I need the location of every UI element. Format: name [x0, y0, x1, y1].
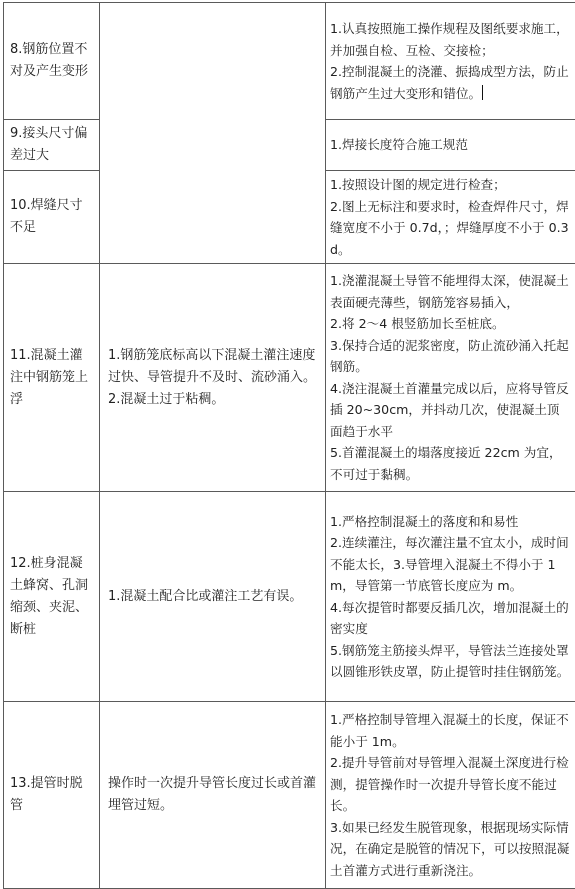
measure-line: 2.连续灌注，每次灌注量不宜太小，成时间不能太长，3.导管埋入混凝土不得小于 1m，导管第一节底管长度应为 m。: [330, 532, 571, 597]
measure-line: 5.首灌混凝土的塌落度接近 22cm 为宜，不可过于黏稠。: [330, 442, 571, 485]
measure-line: 1.浇灌混凝土导管不能埋得太深，使混凝土表面硬壳薄些，钢筋笼容易插入，: [330, 270, 571, 313]
measures-text: [326, 267, 575, 488]
measures-cell: [326, 492, 575, 702]
table-row: [4, 492, 575, 702]
measures-text: [326, 131, 575, 159]
table-row: [4, 3, 575, 120]
measures-text: [326, 508, 575, 686]
problem-cell: [4, 492, 100, 702]
cause-cell: [100, 492, 326, 702]
cause-text: [100, 342, 325, 414]
measures-text: [326, 171, 575, 263]
measures-text: [326, 15, 575, 107]
cause-line: 操作时一次提升导管长度过长或首灌埋管过短。: [108, 773, 319, 817]
measure-line: 2.提升导管前对导管埋入混凝土深度进行检测，提管操作时一次提升导管长度不能过长。: [330, 752, 571, 817]
cause-cell: [100, 702, 326, 889]
measures-cell: [326, 3, 575, 120]
problem-text: 10.焊缝尺寸不足: [4, 192, 99, 242]
measure-line: 2.将 2～4 根竖筋加长至桩底。: [330, 313, 571, 335]
measure-line: 2.控制混凝土的浇灌、振捣成型方法，防止钢筋产生过大变形和错位。: [330, 61, 571, 104]
cause-cell: [100, 264, 326, 492]
problem-text: 13.提管时脱管: [4, 770, 99, 820]
cause-cell-merged: [100, 3, 326, 264]
problem-cell: [4, 3, 100, 120]
problem-cell: [4, 264, 100, 492]
measure-line: 1.认真按照施工操作规程及图纸要求施工，并加强自检、互检、交接检；: [330, 18, 571, 61]
measures-cell: [326, 264, 575, 492]
problem-cell: [4, 120, 100, 171]
cause-text: [100, 770, 325, 820]
measure-line: 1.严格控制导管埋入混凝土的长度，保证不能小于 1m。: [330, 709, 571, 752]
defect-measures-table: [3, 2, 575, 889]
table-row: [4, 702, 575, 889]
problem-text: 12.桩身混凝土蜂窝、孔洞缩颈、夹泥、断桩: [4, 550, 99, 644]
measure-line: 5.钢筋笼主筋接头焊平，导管法兰连接处罩以圆锥形铁皮罩，防止提管时挂住钢筋笼。: [330, 640, 571, 683]
measure-line: 2.图上无标注和要求时，检查焊件尺寸，焊缝宽度不小于 0.7d，；焊缝厚度不小于 0.3d。: [330, 196, 571, 261]
measure-line: 3.如果已经发生脱管现象，根据现场实际情况，在确定是脱管的情况下，可以按照混凝土首灌方式进行重新浇注。: [330, 817, 571, 882]
problem-text: 8.钢筋位置不对及产生变形: [4, 36, 99, 86]
cause-line: 1.钢筋笼底标高以下混凝土灌注速度过快、导管提升不及时、流砂涌入。: [108, 345, 319, 389]
cause-line: 2.混凝土过于粘稠。: [108, 389, 319, 411]
table-row: [4, 264, 575, 492]
measure-line: 4.每次提管时都要反插几次，增加混凝土的密实度: [330, 597, 571, 640]
measure-line: 4.浇注混凝土首灌量完成以后，应将导管反插 20~30cm，并抖动几次，使混凝土顶面趋于水平: [330, 378, 571, 443]
problem-cell: [4, 171, 100, 264]
measure-line: 1.焊接长度符合施工规范: [330, 134, 571, 156]
cause-text: [100, 583, 325, 611]
text-cursor: [482, 85, 483, 100]
measures-cell: [326, 171, 575, 264]
problem-cell: [4, 702, 100, 889]
measures-text: [326, 706, 575, 884]
measure-line: 1.按照设计图的规定进行检查；: [330, 174, 571, 196]
measure-line: 1.严格控制混凝土的落度和和易性: [330, 511, 571, 533]
cause-line: 1.混凝土配合比或灌注工艺有误。: [108, 586, 319, 608]
measure-line: 3.保持合适的泥浆密度，防止流砂涌入托起钢筋。: [330, 335, 571, 378]
problem-text: 11.混凝土灌注中钢筋笼上浮: [4, 342, 99, 414]
measures-cell: [326, 702, 575, 889]
problem-text: 9.接头尺寸偏差过大: [4, 120, 99, 170]
measures-cell: [326, 120, 575, 171]
